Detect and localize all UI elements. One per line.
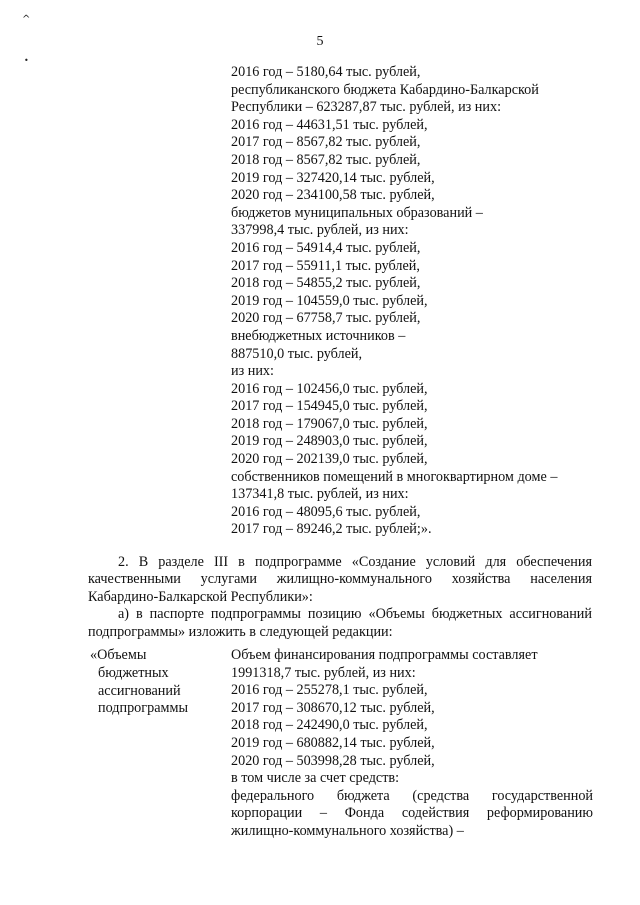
funding-line: 2017 год – 154945,0 тыс. рублей, (231, 398, 428, 415)
position-label-line: бюджетных (98, 664, 169, 681)
funding-line: 2016 год – 48095,6 тыс. рублей, (231, 503, 421, 520)
funding-line: Республики – 623287,87 тыс. рублей, из них: (231, 99, 502, 116)
funding-line: 2019 год – 327420,14 тыс. рублей, (231, 169, 435, 186)
financing-line: 2017 год – 308670,12 тыс. рублей, (231, 699, 435, 716)
federal-budget-note: федерального бюджета (средства государственной корпорации – Фонда содействия реформированию жилищно-коммунального хозяйства) – (231, 787, 593, 839)
funding-line: 2016 год – 44631,51 тыс. рублей, (231, 116, 428, 133)
funding-line: 887510,0 тыс. рублей, (231, 345, 363, 362)
financing-line: 2020 год – 503998,28 тыс. рублей, (231, 752, 435, 769)
funding-line: 2020 год – 67758,7 тыс. рублей, (231, 310, 421, 327)
amendment-section (88, 554, 592, 641)
scan-artifact-caret: ^ (22, 14, 31, 25)
funding-line: 2016 год – 54914,4 тыс. рублей, (231, 239, 421, 256)
funding-line: республиканского бюджета Кабардино-Балкарской (231, 81, 539, 98)
financing-intro: Объем финансирования подпрограммы составляет (231, 647, 538, 663)
page-number: 5 (316, 34, 324, 49)
funding-line: 2018 год – 179067,0 тыс. рублей, (231, 415, 428, 432)
financing-line: 2016 год – 255278,1 тыс. рублей, (231, 682, 428, 699)
funding-line: бюджетов муниципальных образований – (231, 204, 483, 221)
funding-line: 137341,8 тыс. рублей, из них: (231, 486, 409, 503)
funding-line: 2016 год – 5180,64 тыс. рублей, (231, 64, 421, 80)
funding-line: 2019 год – 104559,0 тыс. рублей, (231, 292, 428, 309)
funding-line: внебюджетных источников – (231, 327, 406, 344)
financing-line: 1991318,7 тыс. рублей, из них: (231, 664, 416, 681)
position-label-line: подпрограммы (98, 700, 188, 717)
funding-line: 2020 год – 234100,58 тыс. рублей, (231, 187, 435, 204)
scan-artifact-dot: • (24, 56, 29, 65)
financing-line: 2018 год – 242490,0 тыс. рублей, (231, 717, 428, 734)
position-label-line: «Объемы (90, 647, 147, 663)
position-label-column (90, 647, 220, 718)
funding-line: из них: (231, 363, 274, 380)
funding-line: 2019 год – 248903,0 тыс. рублей, (231, 433, 428, 450)
funding-breakdown (231, 64, 601, 539)
position-label-line: ассигнований (98, 682, 181, 699)
amendment-paragraph-2: 2. В разделе III в подпрограмме «Создание условий для обеспечения качественными услугами жилищно-коммунального хозяйства населения Кабардино-Балкарской Республики»: (88, 554, 592, 605)
funding-line: 337998,4 тыс. рублей, из них: (231, 222, 409, 239)
financing-lines (231, 665, 593, 788)
funding-line: 2017 год – 89246,2 тыс. рублей;». (231, 521, 432, 538)
funding-line: 2016 год – 102456,0 тыс. рублей, (231, 380, 428, 397)
funding-line: 2018 год – 54855,2 тыс. рублей, (231, 275, 421, 292)
financing-line: 2019 год – 680882,14 тыс. рублей, (231, 734, 435, 751)
position-value-column (231, 647, 593, 841)
funding-line: 2018 год – 8567,82 тыс. рублей, (231, 151, 421, 168)
financing-line: в том числе за счет средств: (231, 770, 400, 787)
amendment-paragraph-a: а) в паспорте подпрограммы позицию «Объемы бюджетных ассигнований подпрограммы» изложить в следующей редакции: (88, 606, 592, 640)
funding-line: собственников помещений в многоквартирном доме – (231, 468, 558, 485)
funding-line: 2017 год – 8567,82 тыс. рублей, (231, 134, 421, 151)
funding-line: 2020 год – 202139,0 тыс. рублей, (231, 451, 428, 468)
funding-line: 2017 год – 55911,1 тыс. рублей, (231, 257, 420, 274)
